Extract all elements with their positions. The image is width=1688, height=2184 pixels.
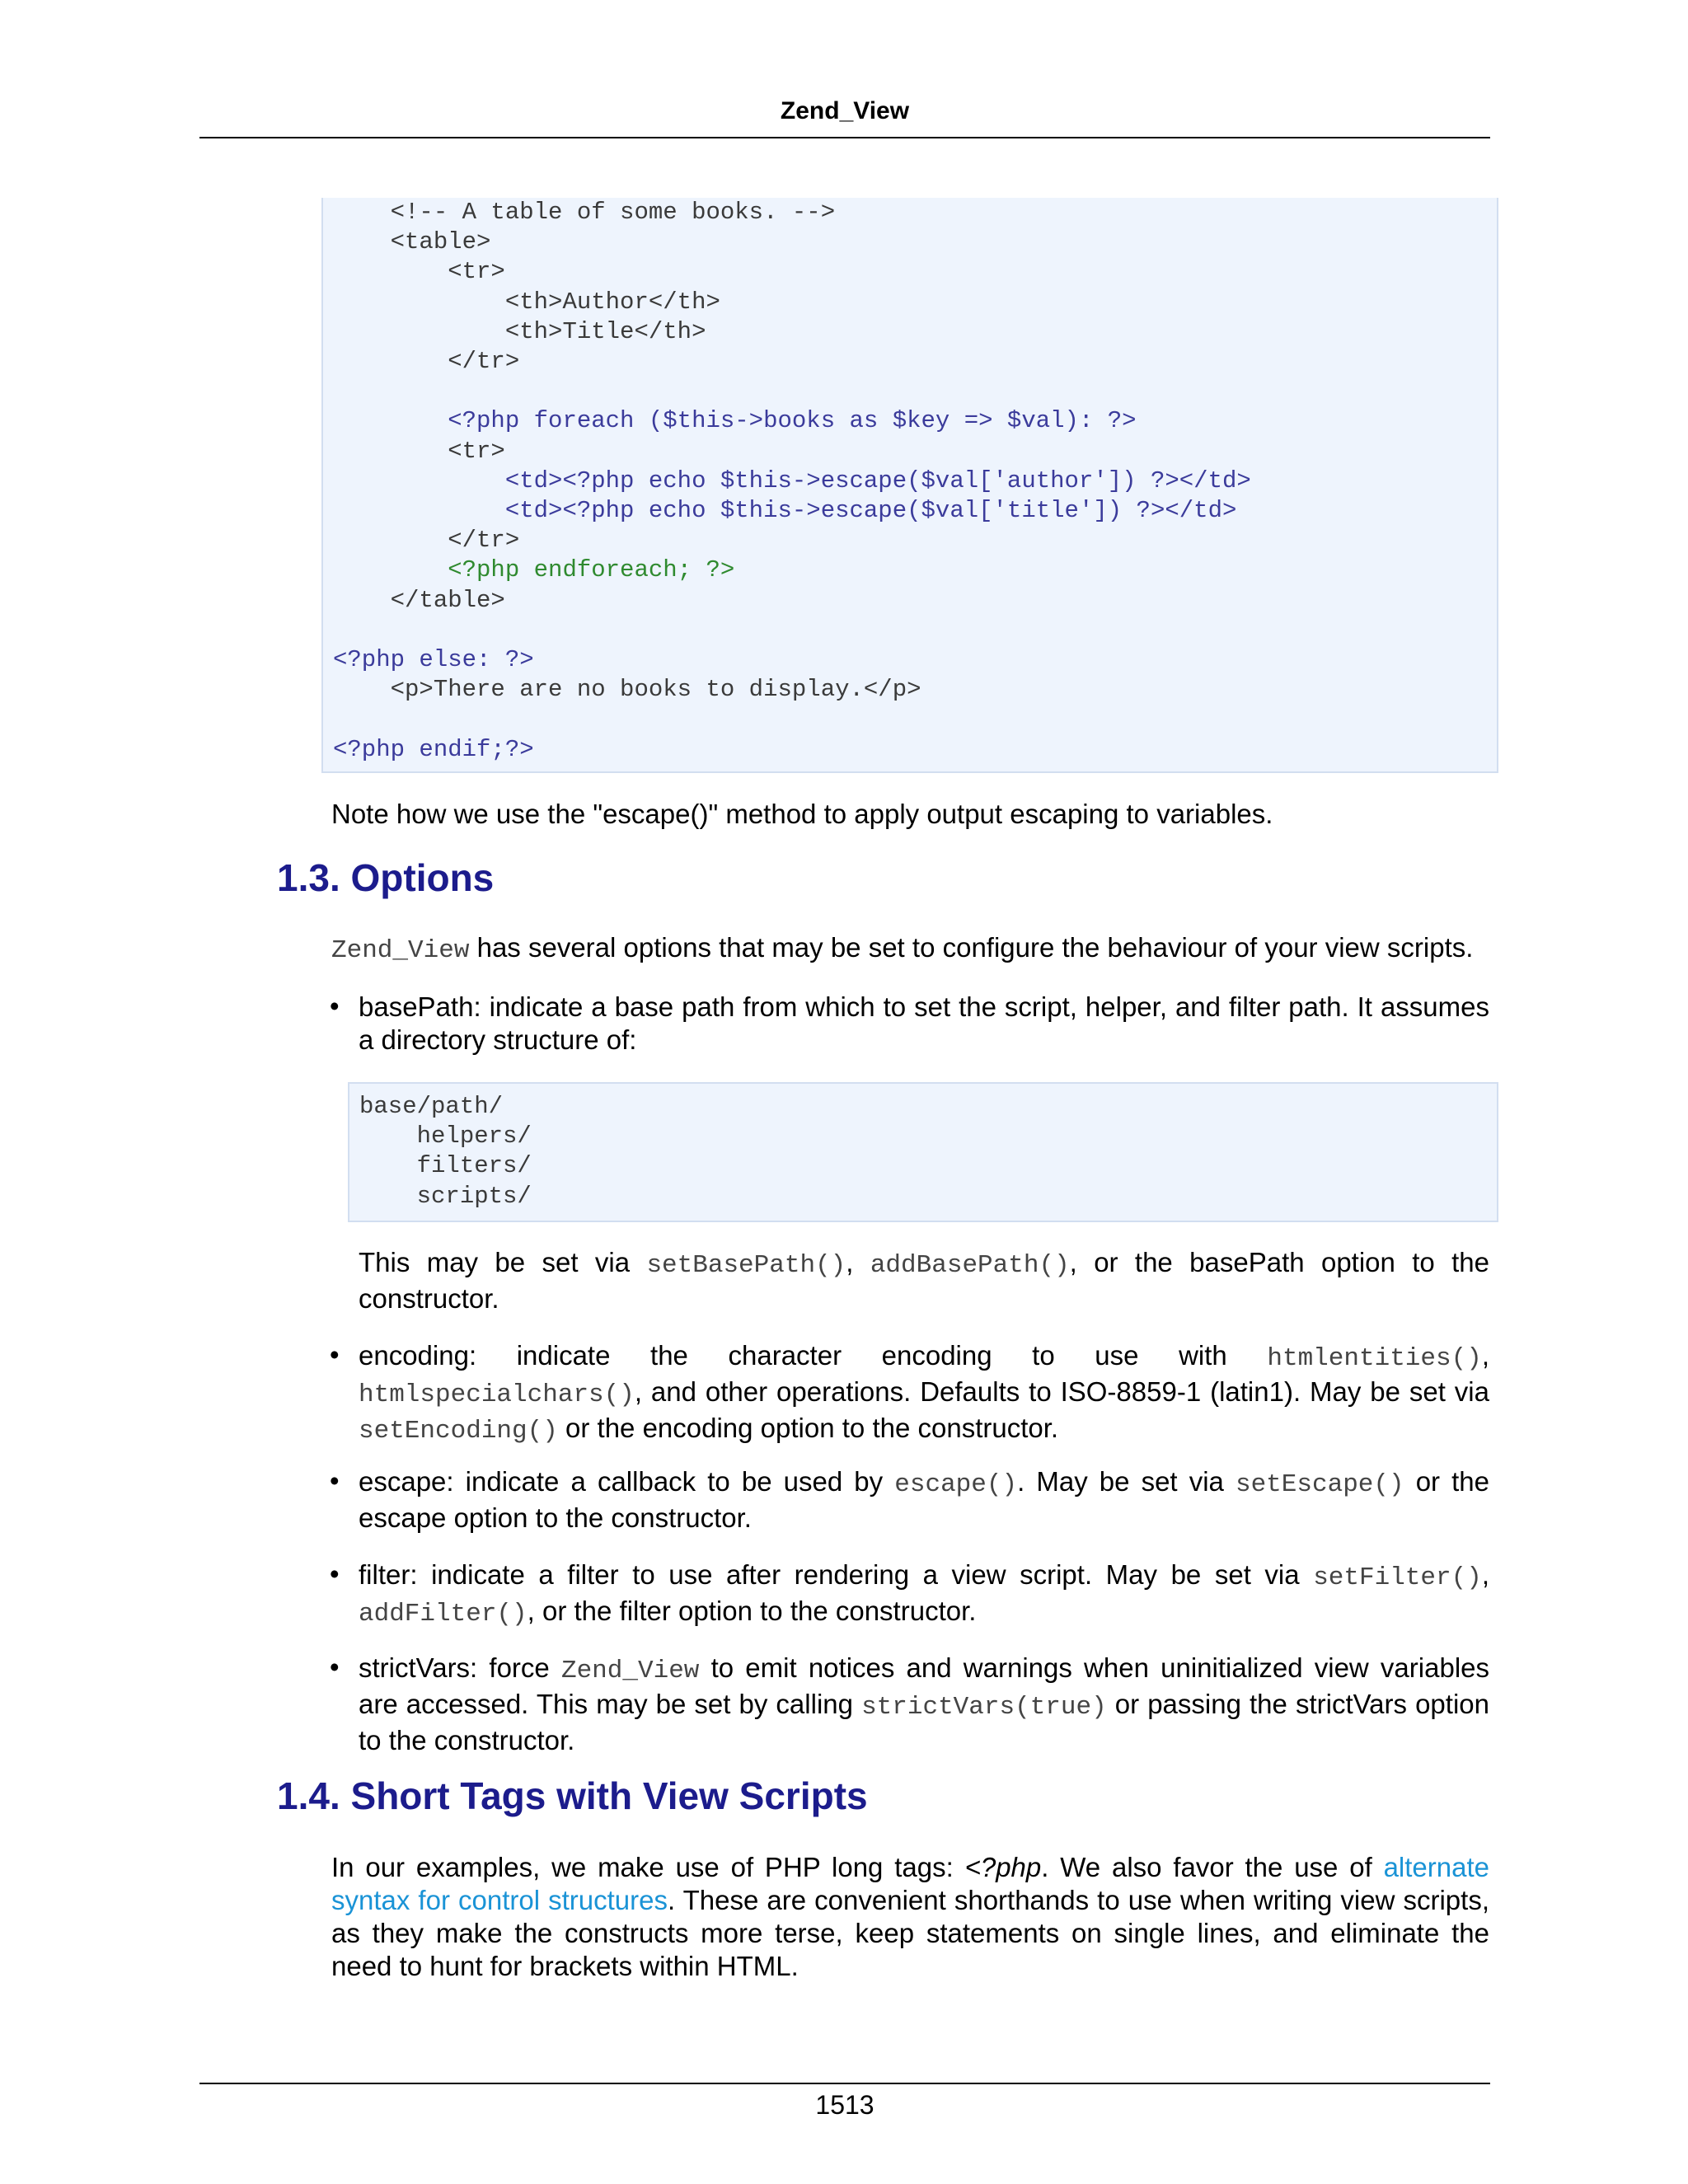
code-line: filters/ [359,1152,532,1180]
inline-code: Zend_View [331,936,470,965]
inline-code: setBasePath() [646,1251,846,1280]
code-line: scripts/ [359,1182,532,1210]
text-run: to emit notices and warnings when uninitialized view variables are accessed. This may be set by calling [359,1652,1489,1719]
text-run: escape: indicate a callback to be used by [359,1466,895,1497]
footer-rule [199,2083,1490,2084]
escape-text [359,1465,1489,1535]
strictvars-text [359,1652,1489,1757]
code-line: </tr> [333,527,520,555]
filter-text [359,1558,1489,1631]
bullet-dot: • [330,991,340,1021]
inline-code: strictVars(true) [861,1693,1107,1722]
code-block-directory-content [349,1084,1497,1212]
code-line: </table> [333,586,505,614]
code-line: <?php foreach ($this->books as $key => $val): ?> [333,407,1137,435]
text-run: , [1481,1340,1489,1371]
text-run: , [1481,1559,1489,1590]
bullet-dot: • [330,1339,340,1370]
section-heading-options: 1.3. Options [277,856,495,899]
text-run: . We also favor the use of [1041,1852,1384,1882]
text-run: In our examples, we make use of PHP long tags: [331,1852,965,1882]
emphasis-text: <?php [964,1852,1042,1882]
code-line: <?php endif;?> [333,735,534,763]
code-line: <table> [333,228,491,256]
text-run: , [846,1247,870,1277]
code-line: <td><?php echo $this->escape($val['title']) ?></td> [333,497,1237,525]
encoding-text [359,1339,1489,1448]
code-block-directory-structure [348,1082,1498,1222]
inline-code: escape() [894,1470,1018,1499]
inline-code: addFilter() [359,1600,528,1629]
short-tags-paragraph [331,1851,1489,1983]
options-intro [331,931,1502,968]
bullet-dot: • [330,1465,340,1496]
code-line: <p>There are no books to display.</p> [333,676,921,704]
code-line: <!-- A table of some books. --> [333,199,836,226]
bullet-dot: • [330,1652,340,1682]
code-line: <?php endforeach; ?> [333,556,735,584]
page-number: 1513 [815,2090,874,2120]
text-run: or the encoding option to the constructor. [557,1413,1059,1443]
text-run: , or the filter option to the constructor. [527,1596,977,1626]
code-line: <tr> [333,437,505,465]
note-paragraph: Note how we use the "escape()" method to apply output escaping to variables. [331,799,1273,829]
inline-code: setEncoding() [359,1417,558,1446]
text-run: encoding: indicate the character encoding to use with [359,1340,1268,1371]
text-run: . These are convenient shorthands to use when writing view scripts, as they make the constructs more terse, keep statements on single lines, and eliminate the need to hunt for brackets within HTML. [331,1885,1489,1981]
text-run: This may be set via [359,1247,647,1277]
bullet-dot: • [330,1558,340,1589]
section-heading-short-tags: 1.4. Short Tags with View Scripts [277,1774,868,1817]
inline-code: Zend_View [560,1657,700,1685]
alternate-syntax-link[interactable]: alternate syntax for control structures [331,1852,1489,1915]
text-run: , or the basePath option to the constructor. [359,1247,1490,1314]
text-run: strictVars: force [359,1652,561,1683]
basepath-followup [359,1246,1489,1315]
inline-code: htmlentities() [1267,1344,1482,1373]
code-line: helpers/ [359,1122,532,1151]
code-line: </tr> [333,348,520,376]
inline-code: setFilter() [1313,1563,1482,1592]
code-block-books-table-content [323,198,1497,765]
code-line: base/path/ [359,1093,504,1120]
inline-code: setEscape() [1235,1470,1404,1499]
code-line: <th>Title</th> [333,317,706,345]
text-run: , and other operations. Defaults to ISO-8859-1 (latin1). May be set via [634,1376,1489,1407]
inline-code: htmlspecialchars() [359,1380,635,1409]
code-line: <tr> [333,258,505,286]
code-line: <th>Author</th> [333,288,720,316]
code-block-books-table [321,198,1498,773]
basepath-text: basePath: indicate a base path from which to set the script, helper, and filter path. It assumes a directory structure of: [359,991,1489,1055]
code-line: <td><?php echo $this->escape($val['author']) ?></td> [333,466,1251,494]
page-header-title: Zend_View [780,97,910,124]
text-run: or the escape option to the constructor. [359,1466,1490,1533]
code-line: <?php else: ?> [333,646,534,674]
text-run: filter: indicate a filter to use after rendering a view script. May be set via [359,1559,1314,1590]
inline-code: addBasePath() [870,1251,1070,1280]
text-run: . May be set via [1017,1466,1236,1497]
text-run: or passing the strictVars option to the constructor. [359,1689,1489,1755]
options-intro-text: has several options that may be set to configure the behaviour of your view scripts. [469,932,1474,963]
header-rule [199,137,1490,138]
